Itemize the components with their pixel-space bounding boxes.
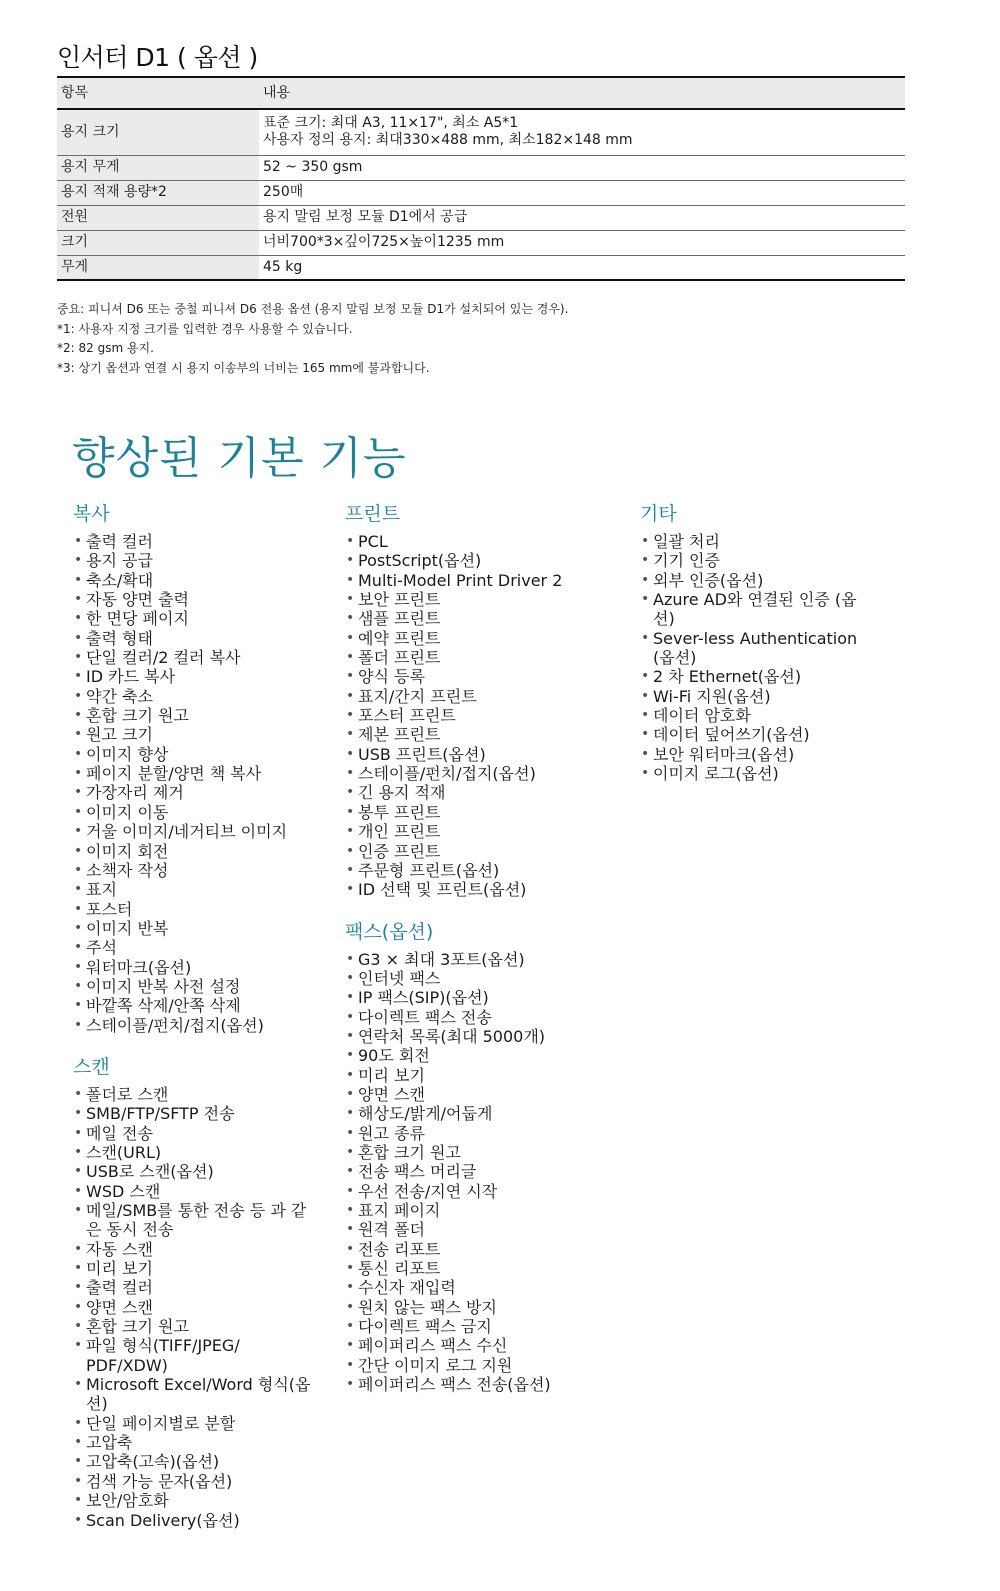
row-key: 크기	[57, 230, 259, 255]
row-value-line: 250매	[263, 184, 304, 200]
row-value-line: 너비700*3×깊이725×높이1235 mm	[263, 234, 505, 250]
list-item: • 기기 인증	[638, 551, 868, 570]
note-line: *3: 상기 옵션과 연결 시 용지 이송부의 너비는 165 mm에 불과합니다.	[57, 360, 430, 375]
list-item: • 다이렉트 팩스 금지	[343, 1317, 603, 1336]
list-item: • 수신자 재입력	[343, 1278, 603, 1297]
list-item: • 표지/간지 프린트	[343, 687, 603, 706]
list-item: • 페이지 분할/양면 책 복사	[71, 764, 311, 783]
list-item: • 출력 형태	[71, 629, 311, 648]
list-item: • 단일 페이지별로 분할	[71, 1414, 311, 1433]
list-item: • 간단 이미지 로그 지원	[343, 1356, 603, 1375]
print-list	[343, 532, 603, 900]
copy-list	[71, 532, 311, 1035]
list-item: • 약간 축소	[71, 687, 311, 706]
list-item: • 표지	[71, 880, 311, 899]
list-item: • Multi-Model Print Driver 2	[343, 571, 603, 590]
list-item: • 이미지 반복 사전 설정	[71, 977, 311, 996]
row-value	[259, 255, 905, 280]
list-item: • 고압축	[71, 1433, 311, 1452]
list-item: • 원고 크기	[71, 725, 311, 744]
list-item: • 데이터 덮어쓰기(옵션)	[638, 725, 868, 744]
row-value	[259, 180, 905, 205]
column-print-fax	[343, 502, 603, 1394]
fax-list	[343, 950, 603, 1395]
row-value-line: 표준 크기: 최대 A3, 11×17", 최소 A5*1	[263, 115, 519, 132]
list-item: • PCL	[343, 532, 603, 551]
row-value-line: 52 ~ 350 gsm	[263, 159, 363, 175]
row-value	[259, 205, 905, 230]
list-item: • 양면 스캔	[71, 1298, 311, 1317]
list-item: • 이미지 향상	[71, 745, 311, 764]
list-item: • 미리 보기	[71, 1259, 311, 1278]
list-item: • Wi-Fi 지원(옵션)	[638, 687, 868, 706]
page-title: 인서터 D1 ( 옵션 )	[57, 43, 258, 72]
column-other	[638, 502, 868, 783]
list-item: • ID 선택 및 프린트(옵션)	[343, 880, 603, 899]
list-item: • Scan Delivery(옵션)	[71, 1511, 311, 1530]
list-item: • G3 × 최대 3포트(옵션)	[343, 950, 603, 969]
list-item: • 해상도/밝게/어둡게	[343, 1104, 603, 1123]
list-item: • 출력 컬러	[71, 1278, 311, 1297]
list-item: • 고압축(고속)(옵션)	[71, 1452, 311, 1471]
table-row	[57, 255, 905, 280]
list-item: • 데이터 암호화	[638, 706, 868, 725]
category-fax-title: 팩스(옵션)	[345, 920, 434, 943]
row-value	[259, 155, 905, 180]
list-item: • Microsoft Excel/Word 형식(옵션)	[71, 1375, 311, 1414]
list-item: • Azure AD와 연결된 인증 (옵션)	[638, 590, 868, 629]
list-item: • 페이퍼리스 팩스 수신	[343, 1336, 603, 1355]
list-item: • IP 팩스(SIP)(옵션)	[343, 988, 603, 1007]
list-item: • 일괄 처리	[638, 532, 868, 551]
list-item: • 주석	[71, 938, 311, 957]
list-item: • 혼합 크기 원고	[71, 706, 311, 725]
list-item: • 전송 팩스 머리글	[343, 1162, 603, 1181]
list-item: • 메일 전송	[71, 1124, 311, 1143]
row-value-line: 45 kg	[263, 258, 303, 275]
notes	[57, 300, 957, 378]
list-item: • 90도 회전	[343, 1046, 603, 1065]
note-line: 중요: 피니셔 D6 또는 중철 피니셔 D6 전용 옵션 (용지 말림 보정 모듈 D1가 설치되어 있는 경우).	[57, 302, 569, 316]
header-value: 내용	[259, 77, 905, 109]
row-value	[259, 109, 905, 155]
list-item: • 예약 프린트	[343, 629, 603, 648]
list-item: • 다이렉트 팩스 전송	[343, 1008, 603, 1027]
list-item: • 전송 리포트	[343, 1240, 603, 1259]
header-key: 항목	[57, 77, 259, 109]
list-item: • 원치 않는 팩스 방지	[343, 1298, 603, 1317]
row-key: 전원	[57, 205, 259, 230]
scan-list	[71, 1085, 311, 1530]
category-print-title: 프린트	[345, 503, 401, 525]
list-item: • 자동 스캔	[71, 1240, 311, 1259]
list-item: • 파일 형식(TIFF/JPEG/ PDF/XDW)	[71, 1336, 311, 1375]
list-item: • 외부 인증(옵션)	[638, 571, 868, 590]
table-row	[57, 180, 905, 205]
list-item: • 포스터 프린트	[343, 706, 603, 725]
list-item: • USB로 스캔(옵션)	[71, 1162, 311, 1181]
list-item: • 인터넷 팩스	[343, 969, 603, 988]
list-item: • SMB/FTP/SFTP 전송	[71, 1104, 311, 1123]
table-row	[57, 109, 905, 155]
list-item: • 이미지 회전	[71, 842, 311, 861]
list-item: • 혼합 크기 원고	[71, 1317, 311, 1336]
list-item: • PostScript(옵션)	[343, 551, 603, 570]
row-value-line: 용지 말림 보정 모듈 D1에서 공급	[263, 209, 468, 225]
list-item: • 제본 프린트	[343, 725, 603, 744]
category-copy-title: 복사	[73, 503, 110, 525]
list-item: • 거울 이미지/네거티브 이미지	[71, 822, 311, 841]
list-item: • 미리 보기	[343, 1066, 603, 1085]
list-item: • 메일/SMB를 통한 전송 등 과 같은 동시 전송	[71, 1201, 311, 1240]
section-title: 향상된 기본 기능	[72, 433, 407, 484]
row-key: 용지 크기	[57, 109, 259, 155]
category-scan-title: 스캔	[73, 1055, 110, 1078]
list-item: • 출력 컬러	[71, 532, 311, 551]
list-item: • 통신 리포트	[343, 1259, 603, 1278]
list-item: • 포스터	[71, 900, 311, 919]
other-list	[638, 532, 868, 783]
table-row	[57, 205, 905, 230]
list-item: • 용지 공급	[71, 551, 311, 570]
list-item: • 한 면당 페이지	[71, 609, 311, 628]
list-item: • Sever-less Authentication (옵션)	[638, 629, 868, 668]
column-copy-scan	[71, 502, 311, 1530]
list-item: • 원격 폴더	[343, 1220, 603, 1239]
list-item: • 주문형 프린트(옵션)	[343, 861, 603, 880]
row-value	[259, 230, 905, 255]
table-row	[57, 155, 905, 180]
list-item: • 연락처 목록(최대 5000개)	[343, 1027, 603, 1046]
list-item: • 스테이플/펀치/접지(옵션)	[343, 764, 603, 783]
list-item: • 개인 프린트	[343, 822, 603, 841]
list-item: • 검색 가능 문자(옵션)	[71, 1472, 311, 1491]
category-other-title: 기타	[640, 503, 677, 525]
list-item: • 폴더 프린트	[343, 648, 603, 667]
list-item: • 긴 용지 적재	[343, 783, 603, 802]
list-item: • 혼합 크기 원고	[343, 1143, 603, 1162]
list-item: • 페이퍼리스 팩스 전송(옵션)	[343, 1375, 603, 1394]
list-item: • 이미지 반복	[71, 919, 311, 938]
list-item: • 이미지 이동	[71, 803, 311, 822]
list-item: • 보안/암호화	[71, 1491, 311, 1510]
list-item: • 소책자 작성	[71, 861, 311, 880]
list-item: • 가장자리 제거	[71, 783, 311, 802]
row-key: 무게	[57, 255, 259, 280]
list-item: • 바깥쪽 삭제/안쪽 삭제	[71, 996, 311, 1015]
list-item: • 2 차 Ethernet(옵션)	[638, 667, 868, 686]
list-item: • 자동 양면 출력	[71, 590, 311, 609]
row-key: 용지 무게	[57, 155, 259, 180]
row-key: 용지 적재 용량*2	[57, 180, 259, 205]
list-item: • 스테이플/펀치/접지(옵션)	[71, 1016, 311, 1035]
list-item: • 표지 페이지	[343, 1201, 603, 1220]
list-item: • 원고 종류	[343, 1124, 603, 1143]
table-header-row	[57, 77, 905, 109]
list-item: • USB 프린트(옵션)	[343, 745, 603, 764]
list-item: • 우선 전송/지연 시작	[343, 1182, 603, 1201]
list-item: • 양면 스캔	[343, 1085, 603, 1104]
note-line: *1: 사용자 지정 크기를 입력한 경우 사용할 수 있습니다.	[57, 321, 353, 336]
list-item: • ID 카드 복사	[71, 667, 311, 686]
list-item: • 보안 프린트	[343, 590, 603, 609]
table-row	[57, 230, 905, 255]
list-item: • 이미지 로그(옵션)	[638, 764, 868, 783]
list-item: • 축소/확대	[71, 571, 311, 590]
list-item: • 폴더로 스캔	[71, 1085, 311, 1104]
list-item: • WSD 스캔	[71, 1182, 311, 1201]
row-value-line: 사용자 정의 용지: 최대330×488 mm, 최소182×148 mm	[263, 132, 633, 149]
list-item: • 단일 컬러/2 컬러 복사	[71, 648, 311, 667]
note-line: *2: 82 gsm 용지.	[57, 341, 154, 355]
list-item: • 샘플 프린트	[343, 609, 603, 628]
list-item: • 보안 워터마크(옵션)	[638, 745, 868, 764]
list-item: • 스캔(URL)	[71, 1143, 311, 1162]
list-item: • 워터마크(옵션)	[71, 958, 311, 977]
spec-table	[57, 76, 905, 281]
list-item: • 인증 프린트	[343, 842, 603, 861]
list-item: • 양식 등록	[343, 667, 603, 686]
list-item: • 봉투 프린트	[343, 803, 603, 822]
